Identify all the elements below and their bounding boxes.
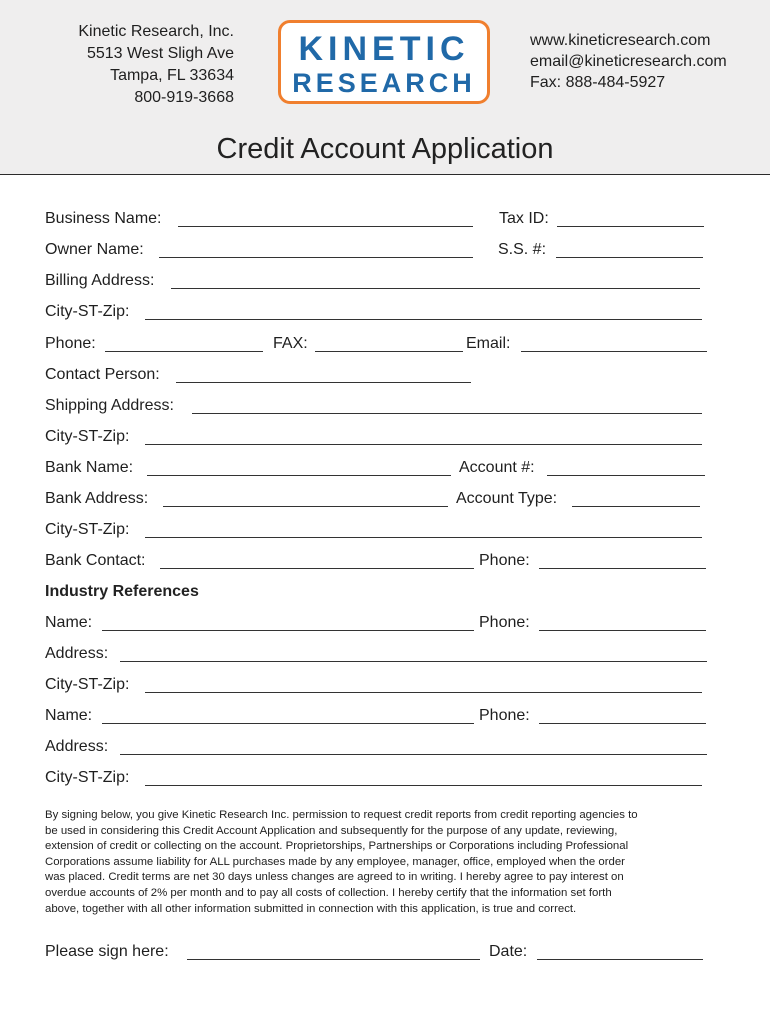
owner-name-field[interactable] <box>159 257 473 258</box>
ss-field[interactable] <box>556 257 703 258</box>
company-address <box>78 21 234 109</box>
ref1-phone-field[interactable] <box>539 630 706 631</box>
sign-label: Please sign here: <box>45 943 169 960</box>
account-number-label: Account #: <box>459 459 535 476</box>
ref2-phone-label: Phone: <box>479 707 530 724</box>
ref2-address-label: Address: <box>45 738 109 755</box>
logo-line-1: KINETIC <box>298 30 470 68</box>
billing-city-field[interactable] <box>145 319 702 320</box>
page-title: Credit Account Application <box>216 133 554 165</box>
bank-name-label: Bank Name: <box>45 459 134 476</box>
logo-line-2: RESEARCH <box>292 68 476 98</box>
business-name-label: Business Name: <box>45 210 162 227</box>
account-type-field[interactable] <box>572 506 700 507</box>
ref1-phone-label: Phone: <box>479 614 530 631</box>
billing-address-field[interactable] <box>171 288 700 289</box>
ref2-name-field[interactable] <box>102 723 474 724</box>
shipping-city-label: City-ST-Zip: <box>45 428 130 445</box>
contact-person-label: Contact Person: <box>45 366 160 383</box>
ref2-city-field[interactable] <box>145 785 702 786</box>
ref1-city-label: City-ST-Zip: <box>45 676 130 693</box>
company-website: www.kineticresearch.com <box>530 32 711 49</box>
ref1-name-field[interactable] <box>102 630 474 631</box>
business-name-field[interactable] <box>178 226 473 227</box>
terms-line: Corporations assume liability for ALL purchases made by any employee, manager, office, employed when the order <box>45 855 625 868</box>
terms-paragraph <box>45 808 715 917</box>
bank-city-label: City-ST-Zip: <box>45 521 130 538</box>
company-phone: 800-919-3668 <box>134 89 234 106</box>
terms-line: extension of credit or collecting on the account. Proprietorships, Partnerships or Corporations including Professional <box>45 840 629 853</box>
bank-address-field[interactable] <box>163 506 448 507</box>
company-city: Tampa, FL 33634 <box>110 67 234 84</box>
fax-label: FAX: <box>273 335 308 352</box>
billing-address-label: Billing Address: <box>45 272 155 289</box>
shipping-address-field[interactable] <box>192 413 702 414</box>
account-type-label: Account Type: <box>456 490 558 507</box>
terms-line: above, together with all other information submitted in connection with this application, is true and correct. <box>45 902 577 915</box>
email-label: Email: <box>466 335 511 352</box>
tax-id-field[interactable] <box>557 226 704 227</box>
account-number-field[interactable] <box>547 475 705 476</box>
bank-city-field[interactable] <box>145 537 702 538</box>
contact-person-field[interactable] <box>176 382 471 383</box>
terms-line: was placed. Credit terms are net 30 days unless changes are agreed to in writing. I hereby agree to pay interest on <box>45 871 624 884</box>
signature-field[interactable] <box>187 959 480 960</box>
ref2-name-label: Name: <box>45 707 93 724</box>
ref2-address-field[interactable] <box>120 754 707 755</box>
industry-references-heading: Industry References <box>45 583 199 600</box>
bank-phone-field[interactable] <box>539 568 706 569</box>
billing-city-label: City-ST-Zip: <box>45 303 130 320</box>
ref1-name-label: Name: <box>45 614 93 631</box>
date-label: Date: <box>489 943 528 960</box>
company-name: Kinetic Research, Inc. <box>78 23 234 40</box>
bank-contact-field[interactable] <box>160 568 474 569</box>
bank-phone-label: Phone: <box>479 552 530 569</box>
company-email: email@kineticresearch.com <box>530 53 727 70</box>
bank-contact-label: Bank Contact: <box>45 552 146 569</box>
terms-line: be used in considering this Credit Account Application and subsequently for the purpose of any update, reviewing, <box>45 824 618 837</box>
letterhead <box>0 0 770 130</box>
ref1-city-field[interactable] <box>145 692 702 693</box>
ref1-address-label: Address: <box>45 645 109 662</box>
tax-id-label: Tax ID: <box>499 210 549 227</box>
phone-label: Phone: <box>45 335 96 352</box>
bank-address-label: Bank Address: <box>45 490 149 507</box>
company-street: 5513 West Sligh Ave <box>86 45 234 62</box>
shipping-city-field[interactable] <box>145 444 702 445</box>
bank-name-field[interactable] <box>147 475 451 476</box>
owner-name-label: Owner Name: <box>45 241 144 258</box>
ref2-city-label: City-ST-Zip: <box>45 769 130 786</box>
phone-field[interactable] <box>105 351 263 352</box>
kinetic-research-logo <box>278 20 490 104</box>
shipping-address-label: Shipping Address: <box>45 397 174 414</box>
ref2-phone-field[interactable] <box>539 723 706 724</box>
company-fax: Fax: 888-484-5927 <box>530 74 666 91</box>
terms-line: overdue accounts of 2% per month and to pay all costs of collection. I hereby certify that the information set forth <box>45 886 612 899</box>
date-field[interactable] <box>537 959 703 960</box>
fax-field[interactable] <box>315 351 463 352</box>
ss-label: S.S. #: <box>498 241 547 258</box>
terms-line: By signing below, you give Kinetic Research Inc. permission to request credit reports from credit reporting agencies to <box>45 809 638 821</box>
company-contact <box>530 30 727 93</box>
email-field[interactable] <box>521 351 707 352</box>
ref1-address-field[interactable] <box>120 661 707 662</box>
